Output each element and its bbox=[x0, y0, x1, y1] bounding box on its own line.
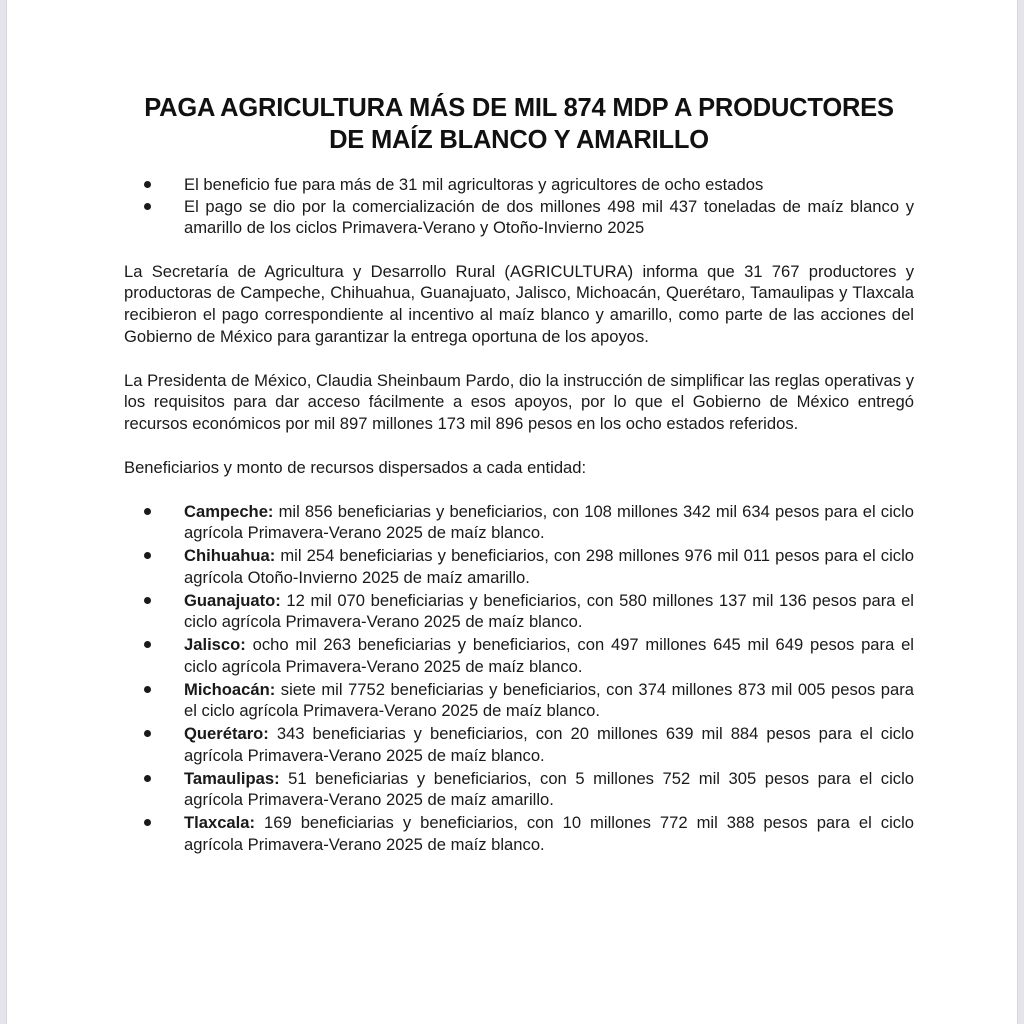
entity-state: Guanajuato: bbox=[184, 590, 281, 610]
entity-state: Campeche: bbox=[184, 501, 274, 521]
highlights-list bbox=[124, 174, 914, 239]
paragraph-intro: La Secretaría de Agricultura y Desarrollo Rural (AGRICULTURA) informa que 31 767 productores y productoras de Campeche, Chihuahua, Guanajuato, Jalisco, Michoacán, Querétaro, Tamaulipas y Tlaxcala recibieron el pago correspondiente al incentivo al maíz blanco y amarillo, como parte de las acciones del Gobierno de México para garantizar la entrega oportuna de los apoyos. bbox=[124, 261, 914, 346]
entity-details: ocho mil 263 beneficiarias y beneficiarios, con 497 millones 645 mil 649 pesos para el ciclo agrícola Primavera-Verano 2025 de maíz blanco. bbox=[184, 635, 914, 676]
highlight-text: El pago se dio por la comercialización de dos millones 498 mil 437 toneladas de maíz blanco y amarillo de los ciclos Primavera-Verano y Otoño-Invierno 2025 bbox=[184, 196, 914, 237]
entity-details: 51 beneficiarias y beneficiarios, con 5 millones 752 mil 305 pesos para el ciclo agrícola Primavera-Verano 2025 de maíz amarillo. bbox=[184, 768, 914, 810]
highlight-text: El beneficio fue para más de 31 mil agricultoras y agricultores de ocho estados bbox=[184, 175, 764, 194]
entity-state: Chihuahua: bbox=[184, 546, 276, 566]
entity-item-tamaulipas bbox=[124, 768, 914, 811]
entity-state: Michoacán: bbox=[184, 679, 276, 699]
entity-state: Tamaulipas: bbox=[184, 768, 280, 788]
entity-state: Tlaxcala: bbox=[184, 813, 256, 833]
bullet-icon bbox=[144, 775, 151, 782]
entity-details: mil 254 beneficiarias y beneficiarios, con 298 millones 976 mil 011 pesos para el ciclo agrícola Otoño-Invierno 2025 de maíz amarillo. bbox=[184, 546, 914, 587]
entity-item-michoacan bbox=[124, 679, 914, 722]
highlight-item bbox=[124, 196, 914, 239]
entity-details: siete mil 7752 beneficiarias y beneficiarios, con 374 millones 873 mil 005 pesos para el ciclo agrícola Primavera-Verano 2025 de maíz blanco. bbox=[184, 679, 914, 721]
paragraph-list-intro: Beneficiarios y monto de recursos dispersados a cada entidad: bbox=[124, 458, 587, 478]
entity-item-guanajuato bbox=[124, 590, 914, 633]
entity-details: mil 856 beneficiarias y beneficiarios, con 108 millones 342 mil 634 pesos para el ciclo agrícola Primavera-Verano 2025 de maíz blanco. bbox=[184, 501, 914, 543]
page-edge-right bbox=[1017, 0, 1024, 1024]
entities-list bbox=[124, 501, 914, 856]
entity-item-jalisco bbox=[124, 634, 914, 677]
entity-item-tlaxcala bbox=[124, 812, 914, 855]
bullet-icon bbox=[144, 203, 151, 210]
page-edge-left bbox=[0, 0, 7, 1024]
bullet-icon bbox=[144, 819, 151, 826]
entity-item-chihuahua bbox=[124, 545, 914, 588]
bullet-icon bbox=[144, 597, 151, 604]
entity-state: Jalisco: bbox=[184, 635, 246, 655]
entity-details: 343 beneficiarias y beneficiarios, con 20 millones 639 mil 884 pesos para el ciclo agrícola Primavera-Verano 2025 de maíz blanco. bbox=[184, 724, 914, 765]
bullet-icon bbox=[144, 641, 151, 648]
entity-details: 169 beneficiarias y beneficiarios, con 10 millones 772 mil 388 pesos para el ciclo agrícola Primavera-Verano 2025 de maíz blanco. bbox=[184, 813, 914, 854]
bullet-icon bbox=[144, 730, 151, 737]
entity-state: Querétaro: bbox=[184, 724, 269, 744]
bullet-icon bbox=[144, 552, 151, 559]
paragraph-president: La Presidenta de México, Claudia Sheinbaum Pardo, dio la instrucción de simplificar las reglas operativas y los requisitos para dar acceso fácilmente a esos apoyos, por lo que el Gobierno de México entregó recursos económicos por mil 897 millones 173 mil 896 pesos en los ocho estados referidos. bbox=[124, 370, 914, 434]
bullet-icon bbox=[144, 181, 151, 188]
bullet-icon bbox=[144, 508, 151, 515]
page-title: PAGA AGRICULTURA MÁS DE MIL 874 MDP A PRODUCTORES DE MAÍZ BLANCO Y AMARILLO bbox=[144, 94, 894, 154]
press-release-page bbox=[124, 92, 914, 857]
entity-details: 12 mil 070 beneficiarias y beneficiarios, con 580 millones 137 mil 136 pesos para el ciclo agrícola Primavera-Verano 2025 de maíz blanco. bbox=[184, 590, 914, 632]
bullet-icon bbox=[144, 686, 151, 693]
entity-item-queretaro bbox=[124, 723, 914, 766]
entity-item-campeche bbox=[124, 501, 914, 544]
highlight-item bbox=[124, 174, 914, 196]
